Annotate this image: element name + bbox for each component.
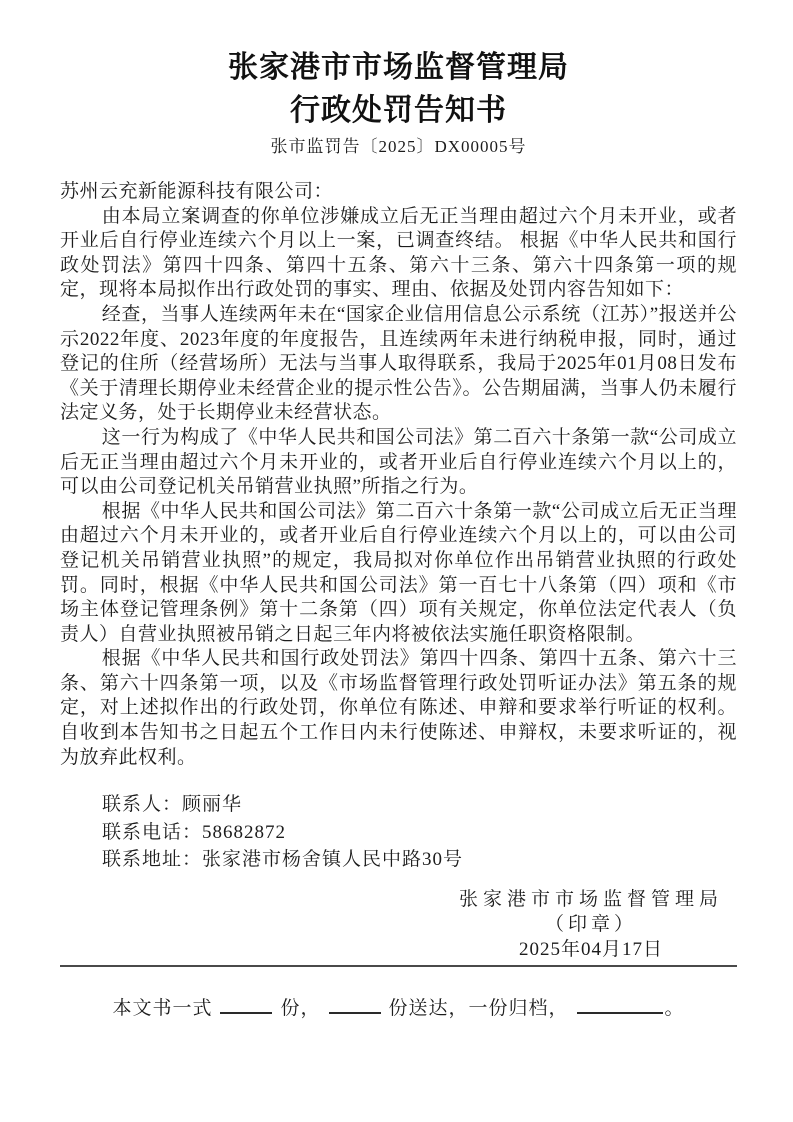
document-title-line1: 张家港市市场监督管理局 bbox=[228, 51, 569, 84]
delivery-count-blank bbox=[329, 1010, 381, 1014]
issue-date: 2025年04月17日 bbox=[518, 938, 663, 960]
document-body bbox=[60, 180, 737, 770]
divider-line bbox=[60, 965, 737, 967]
copies-note-segment-4: 。 bbox=[664, 997, 685, 1019]
contact-block bbox=[60, 791, 737, 874]
seal-placeholder: （印章） bbox=[544, 913, 637, 935]
issuing-authority-name: 张家港市市场监督管理局 bbox=[458, 888, 723, 910]
copies-note-segment-3: 份送达，一份归档， bbox=[388, 997, 569, 1019]
document-title-line2: 行政处罚告知书 bbox=[290, 94, 507, 127]
contact-address-line: 联系地址：张家港市杨舍镇人民中路30号 bbox=[102, 849, 464, 871]
paragraph-case-summary: 由本局立案调查的你单位涉嫌成立后无正当理由超过六个月未开业，或者开业后自行停业连续六个月以上一案，已调查终结。 根据《中华人民共和国行政处罚法》第四十四条、第四十五条、第六十三条、第六十四条第一项的规定，现将本局拟作出行政处罚的事实、理由、依据及处罚内容告知如下： bbox=[60, 205, 737, 301]
signature-block bbox=[459, 887, 723, 962]
contact-person-line: 联系人：顾丽华 bbox=[102, 794, 243, 816]
contact-phone-line: 联系电话：58682872 bbox=[102, 821, 287, 843]
paragraph-rights-notice: 根据《中华人民共和国行政处罚法》第四十四条、第四十五条、第六十三条、第六十四条第一项，以及《市场监督管理行政处罚听证办法》第五条的规定，对上述拟作出的行政处罚，你单位有陈述、申辩和要求举行听证的权利。自收到本告知书之日起五个工作日内未行使陈述、申辩权，未要求听证的，视为放弃此权利。 bbox=[60, 648, 737, 768]
copies-distribution-note bbox=[60, 993, 737, 1020]
paragraph-investigation-findings: 经查，当事人连续两年未在“国家企业信用信息公示系统（江苏）”报送并公示2022年度、2023年度的年度报告，且连续两年未进行纳税申报，同时，通过登记的住所（经营场所）无法与当事人取得联系，我局于2025年01月08日发布《关于清理长期停业未经营企业的提示性公告》。公告期届满，当事人仍未履行法定义务，处于长期停业未经营状态。 bbox=[60, 303, 737, 424]
paragraph-violation-determination: 这一行为构成了《中华人民共和国公司法》第二百六十条第一款“公司成立后无正当理由超过六个月未开业的，或者开业后自行停业连续六个月以上的，可以由公司登记机关吊销营业执照”所指之行为。 bbox=[60, 426, 737, 498]
archive-blank bbox=[577, 1010, 663, 1014]
addressee-line: 苏州云充新能源科技有限公司： bbox=[60, 181, 334, 202]
document-number: 张市监罚告〔2025〕DX00005号 bbox=[270, 137, 527, 156]
copies-note-segment-2: 份， bbox=[280, 997, 321, 1019]
paragraph-proposed-penalty: 根据《中华人民共和国公司法》第二百六十条第一款“公司成立后无正当理由超过六个月未开业的，或者开业后自行停业连续六个月以上的，可以由公司登记机关吊销营业执照”的规定，我局拟对你单位作出吊销营业执照的行政处罚。同时，根据《中华人民共和国公司法》第一百七十八条第（四）项和《市场主体登记管理条例》第十二条第（四）项有关规定，你单位法定代表人（负责人）自营业执照被吊销之日起三年内将被依法实施任职资格限制。 bbox=[60, 500, 737, 645]
copies-note-segment-1: 本文书一式 bbox=[112, 997, 213, 1019]
copies-count-blank bbox=[220, 1010, 272, 1014]
